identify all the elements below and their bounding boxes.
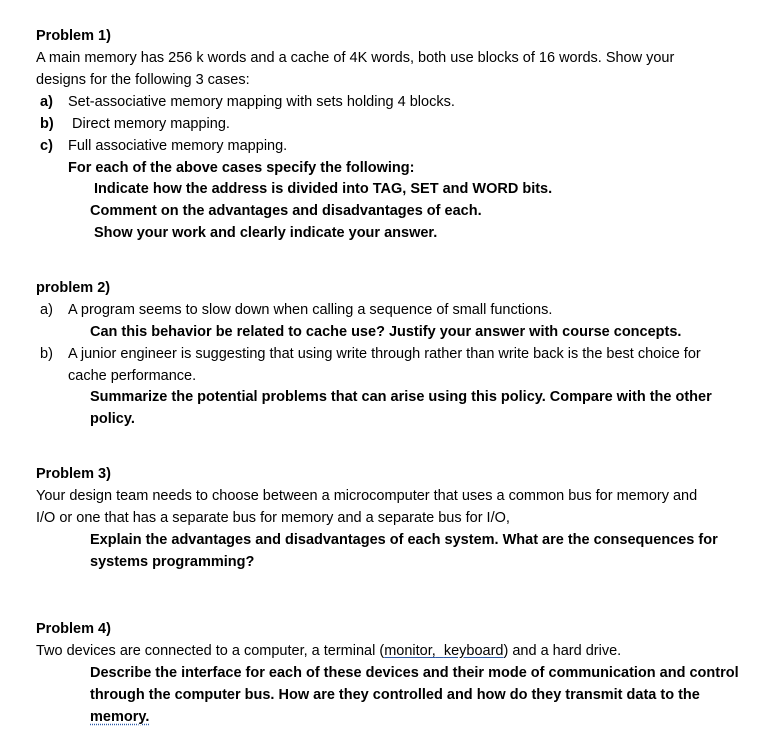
spellcheck-keyboard-word: keyboard — [443, 643, 504, 659]
problem-4-title: Problem 4) — [36, 621, 111, 637]
problem-3-question-line-1: Explain the advantages and disadvantages of each system. What are the consequences for — [90, 532, 718, 548]
problem-3-question-line-2: systems programming? — [90, 554, 255, 570]
problem-1-intro-line-2: designs for the following 3 cases: — [36, 72, 250, 88]
problem-1-item-b-text: Direct memory mapping. — [72, 116, 230, 132]
problem-1-instruction-3: Show your work and clearly indicate your answer. — [94, 225, 438, 241]
problem-1-instructions-heading: For each of the above cases specify the following: — [68, 160, 415, 176]
spellcheck-gap — [436, 643, 444, 659]
problem-3-title: Problem 3) — [36, 466, 111, 482]
problem-4-question-line-3 — [90, 706, 149, 728]
problem-1-item-c-text: Full associative memory mapping. — [68, 138, 288, 154]
problem-4-question-line-2: through the computer bus. How are they controlled and how do they transmit data to the — [90, 687, 700, 703]
problem-2-item-b-text-line-1: A junior engineer is suggesting that using write through rather than write back is the best choice for — [68, 346, 701, 362]
spellcheck-memory-word: memory. — [90, 709, 150, 725]
problem-2-item-a-marker: a) — [40, 302, 53, 318]
problem-4-question-line-1: Describe the interface for each of these devices and their mode of communication and control — [90, 665, 739, 681]
problem-4-line-1-suffix: ) and a hard drive. — [503, 643, 622, 659]
problem-2-item-a-text: A program seems to slow down when calling a sequence of small functions. — [68, 302, 553, 318]
problem-2-item-b-text-line-2: cache performance. — [68, 368, 197, 384]
problem-1-instruction-1: Indicate how the address is divided into TAG, SET and WORD bits. — [94, 181, 553, 197]
problem-1-instruction-2: Comment on the advantages and disadvantages of each. — [90, 203, 482, 219]
problem-3-line-2: I/O or one that has a separate bus for memory and a separate bus for I/O, — [36, 510, 510, 526]
problem-1-intro-line-1: A main memory has 256 k words and a cache of 4K words, both use blocks of 16 words. Show your — [36, 50, 675, 66]
problem-2-item-b-question-line-2: policy. — [90, 411, 135, 427]
problem-4-line-1-prefix: Two devices are connected to a computer, a terminal ( — [36, 643, 385, 659]
problem-1-item-a-marker: a) — [40, 94, 53, 110]
spellcheck-monitor-word: monitor, — [384, 643, 436, 659]
problem-1-item-a-text: Set-associative memory mapping with sets holding 4 blocks. — [68, 94, 455, 110]
problem-3-line-1: Your design team needs to choose between a microcomputer that uses a common bus for memory and — [36, 488, 698, 504]
problem-1-item-b-marker: b) — [40, 116, 54, 132]
problem-1-item-c-marker: c) — [40, 138, 53, 154]
problem-1-title: Problem 1) — [36, 28, 111, 44]
problem-2-title: problem 2) — [36, 280, 111, 296]
problem-2-item-a-question: Can this behavior be related to cache use? Justify your answer with course concepts. — [90, 324, 682, 340]
problem-4-line-1 — [36, 640, 621, 662]
problem-2-item-b-marker: b) — [40, 346, 53, 362]
problem-2-item-b-question-line-1: Summarize the potential problems that can arise using this policy. Compare with the other — [90, 389, 712, 405]
